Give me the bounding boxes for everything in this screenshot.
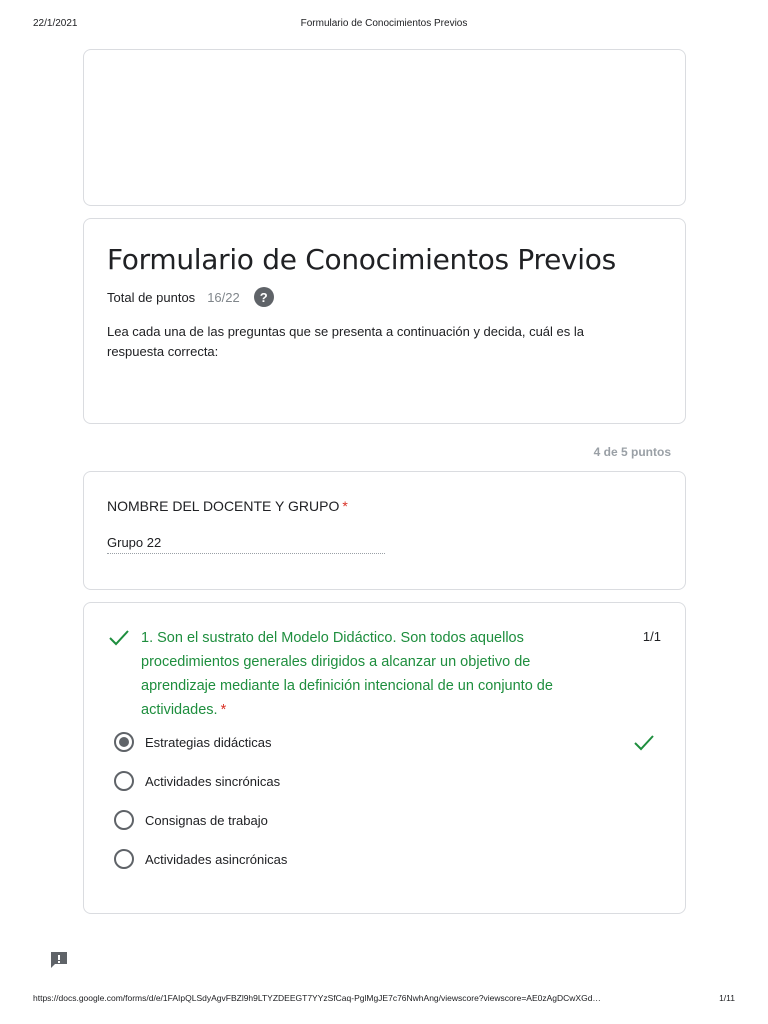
option-consignas-de-trabajo[interactable] — [114, 809, 268, 831]
print-header — [0, 18, 768, 32]
print-date: 22/1/2021 — [33, 18, 78, 29]
check-icon — [633, 734, 655, 752]
points-label: Total de puntos — [107, 289, 196, 305]
help-icon[interactable]: ? — [254, 287, 274, 307]
form-header-card — [83, 218, 686, 424]
option-actividades-asincronicas[interactable] — [114, 848, 287, 870]
required-mark: * — [342, 498, 348, 514]
option-estrategias-didacticas[interactable] — [114, 731, 271, 753]
name-question-card — [83, 471, 686, 590]
question-1-score: 1/1 — [642, 629, 661, 644]
option-label: Actividades sincrónicas — [145, 773, 281, 789]
points-value: 16/22 — [207, 289, 240, 305]
question-1-card — [83, 602, 686, 914]
print-url: https://docs.google.com/forms/d/e/1FAIpQLSdyAgvFBZl9h9LTYZDEEGT7YYzSfCaq-PglMgJE7c76NwhAng/viewscore?viewscore=AE0zAgDCwXGd… — [33, 993, 601, 1003]
question-1-text — [141, 626, 601, 722]
radio-button[interactable] — [114, 849, 134, 869]
question-title — [107, 498, 348, 514]
radio-button-selected[interactable] — [114, 732, 134, 752]
answer-value: Grupo 22 — [107, 535, 162, 550]
form-description: Lea cada una de las preguntas que se presenta a continuación y decida, cuál es la respuesta correcta: — [107, 324, 585, 359]
check-icon — [108, 629, 130, 647]
print-title: Formulario de Conocimientos Previos — [300, 18, 468, 29]
total-points — [107, 287, 274, 307]
print-footer — [0, 993, 768, 1007]
question-title-text: NOMBRE DEL DOCENTE Y GRUPO — [107, 498, 340, 514]
radio-button[interactable] — [114, 810, 134, 830]
option-actividades-sincronicas[interactable] — [114, 770, 280, 792]
feedback-icon[interactable] — [49, 950, 69, 970]
header-banner-card — [83, 49, 686, 206]
answer-underline — [107, 553, 385, 554]
form-title: Formulario de Conocimientos Previos — [107, 243, 616, 276]
question-1-label: 1. Son el sustrato del Modelo Didáctico. Son todos aquellos procedimientos generales dirigidos a alcanzar un objetivo de aprendizaje mediante la definición intencional de un conjunto de actividades. — [141, 630, 553, 718]
option-label: Estrategias didácticas — [145, 734, 272, 750]
option-label: Consignas de trabajo — [145, 812, 268, 828]
required-mark: * — [220, 702, 227, 718]
print-page-number: 1/11 — [719, 993, 735, 1003]
option-label: Actividades asincrónicas — [145, 851, 288, 867]
section-score: 4 de 5 puntos — [593, 445, 671, 459]
radio-button[interactable] — [114, 771, 134, 791]
